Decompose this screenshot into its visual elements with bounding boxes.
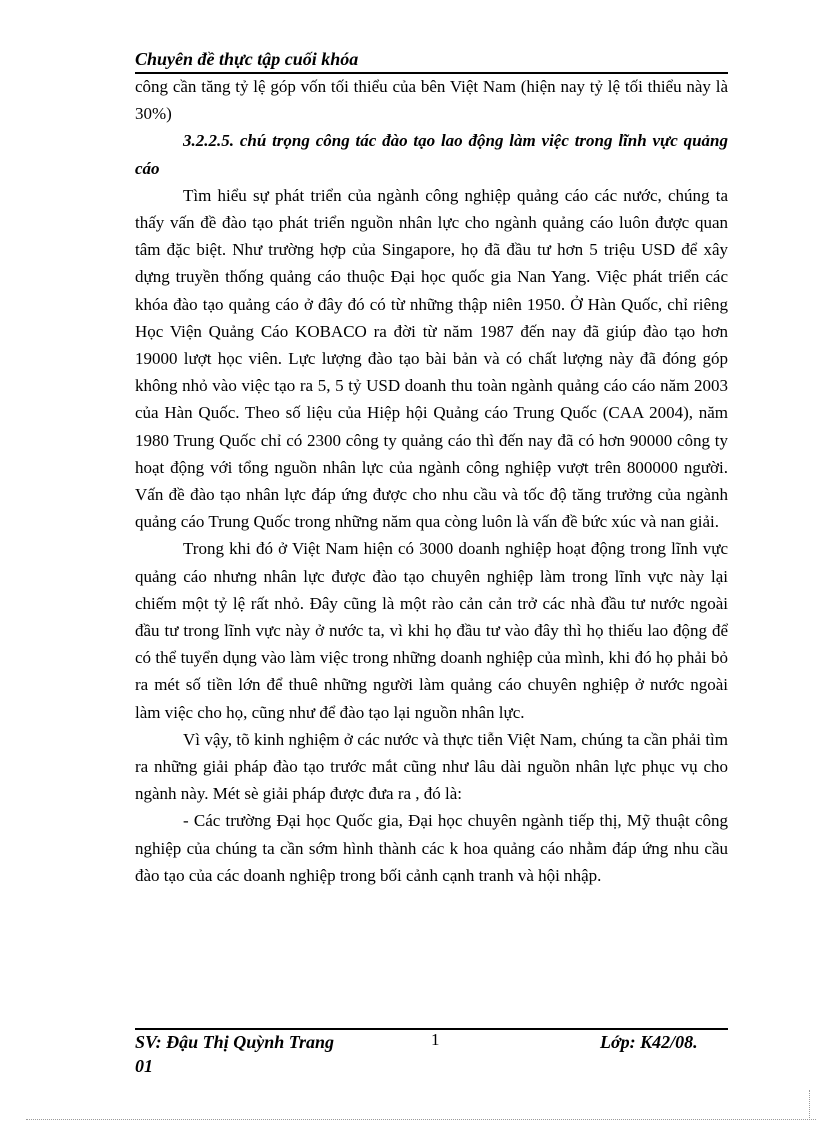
paragraph-solutions-intro: Vì vậy, tõ kinh nghiệm ở các nước và thực tiễn Việt Nam, chúng ta cần phải tìm ra những giải pháp đào tạo trước mắt cũng như lâu dài nguồn nhân lực phục vụ cho ngành này. Mét sè giải pháp được đưa ra , đó là: (135, 729, 728, 804)
paragraph-vietnam-situation: Trong khi đó ở Việt Nam hiện có 3000 doanh nghiệp hoạt động trong lĩnh vực quảng cáo nhưng nhân lực được đào tạo chuyên nghiệp làm trong lĩnh vực này lại chiếm một tỷ lệ rất nhỏ. Đây cũng là một rào cản cản trở các nhà đầu tư nước ngoài đầu tư trong lĩnh vực này ở nước ta, vì khi họ đầu tư vào đây thì họ thiếu lao động để có thể tuyển dụng vào làm việc trong những doanh nghiệp của mình, khi đó họ phải bỏ ra mét số tiền lớn để thuê những người làm quảng cáo chuyên nghiệp ở nước ngoài làm việc cho họ, cũng như để đào tạo lại nguồn nhân lực. (135, 539, 728, 722)
list-item-solution: - Các trường Đại học Quốc gia, Đại học chuyên ngành tiếp thị, Mỹ thuật công nghiệp của chúng ta cần sớm hình thành các k hoa quảng cáo nhằm đáp ứng nhu cầu đào tạo của các doanh nghiệp trong bối cảnh cạnh tranh và hội nhập. (135, 811, 728, 885)
body-text (135, 73, 728, 889)
running-header-title: Chuyên đề thực tập cuối khóa (135, 49, 359, 69)
footer-class-label: Lớp: K42/08. (600, 1032, 698, 1052)
paragraph-continuation: công cần tăng tỷ lệ góp vốn tối thiểu của bên Việt Nam (hiện nay tỷ lệ tối thiểu này là 30%) (135, 77, 728, 124)
section-heading: 3.2.2.5. chú trọng công tác đào tạo lao động làm việc trong lĩnh vực quảng cáo (135, 131, 728, 178)
footer-student-name-continued: 01 (135, 1056, 153, 1076)
page-edge-right (809, 1090, 810, 1120)
page-number: 1 (431, 1030, 440, 1049)
page-edge-bottom (26, 1119, 816, 1120)
paragraph-international-experience: Tìm hiểu sự phát triển của ngành công nghiệp quảng cáo các nước, chúng ta thấy vấn đề đào tạo phát triển nguồn nhân lực cho ngành quảng cáo luôn được quan tâm đặc biệt. Như trường hợp của Singapore, họ đã đầu tư hơn 5 triệu USD để xây dựng truyền thống quảng cáo thuộc Đại học quốc gia Nan Yang. Việc phát triển các khóa đào tạo quảng cáo ở đây đó có từ những thập niên 1950. Ở Hàn Quốc, chỉ riêng Học Viện Quảng Cáo KOBACO ra đời từ năm 1987 đến nay đã giúp đào tạo hơn 19000 lượt học viên. Lực lượng đào tạo bài bản và có chất lượng này đã đóng góp không nhỏ vào việc tạo ra 5, 5 tỷ USD doanh thu toàn ngành quảng cáo cáo năm 2003 của Hàn Quốc. Theo số liệu của Hiệp hội Quảng cáo Trung Quốc (CAA 2004), năm 1980 Trung Quốc chỉ có 2300 công ty quảng cáo thì đến nay đã có hơn 90000 công ty hoạt động với tổng nguồn nhân lực của ngành công nghiệp vượt trên 800000 người. Vấn đề đào tạo nhân lực đáp ứng được cho nhu cầu và tốc độ tăng trưởng của ngành quảng cáo Trung Quốc trong những năm qua còng luôn là vấn đề bức xúc và nan giải. (135, 185, 728, 532)
footer-student-name: SV: Đậu Thị Quỳnh Trang (135, 1032, 335, 1052)
